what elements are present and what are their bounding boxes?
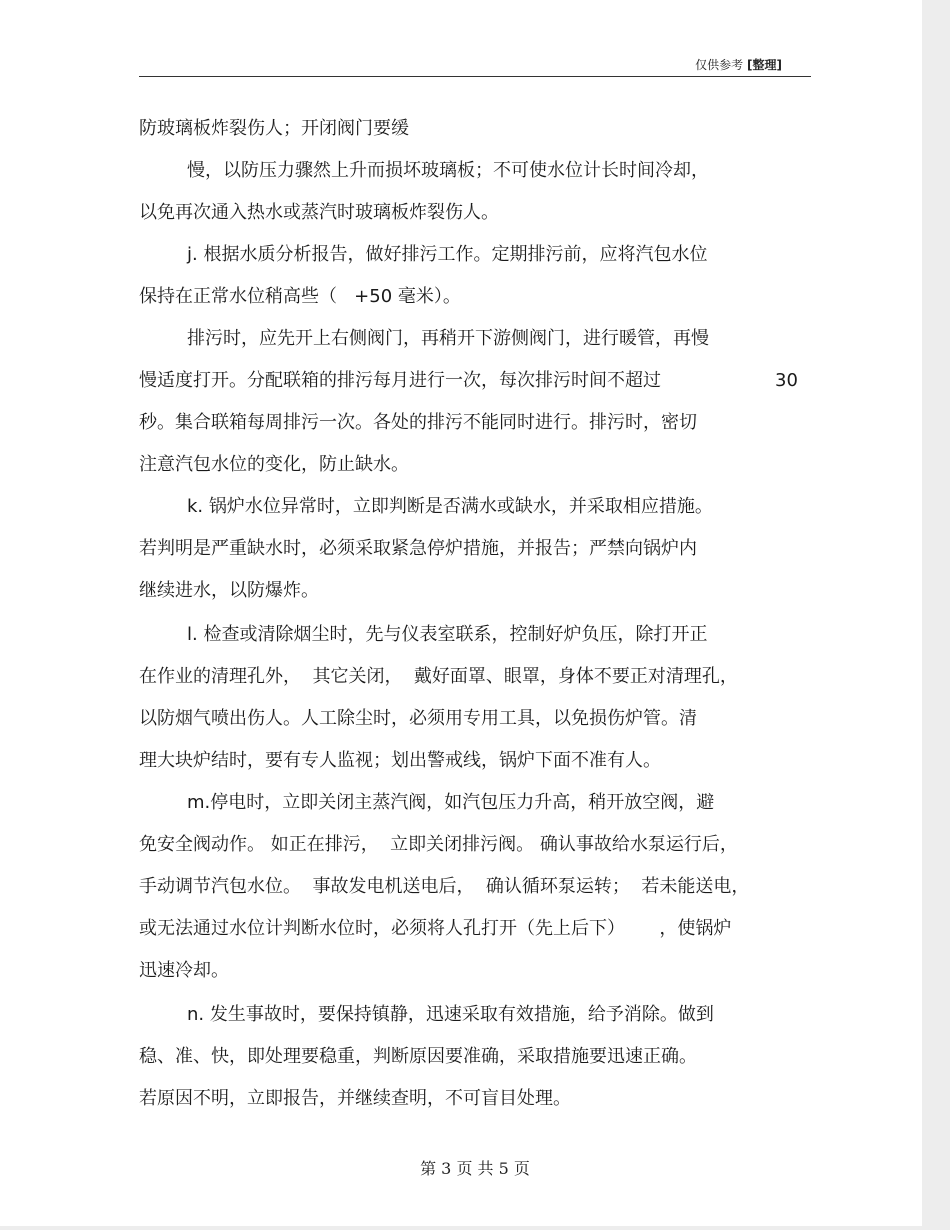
text-line: 保持在正常水位稍高些（ +50 毫米）。 [139,286,461,307]
text-line: 以防烟气喷出伤人。人工除尘时，必须用专用工具，以免损伤炉管。清 [139,708,697,729]
text-line: 秒。集合联箱每周排污一次。各处的排污不能同时进行。排污时，密切 [139,412,697,433]
text-line: 在作业的清理孔外， 其它关闭， 戴好面罩、眼罩，身体不要正对清理孔， [139,666,738,687]
header-tag: [整理] [747,58,782,72]
text-line: 若原因不明，立即报告，并继续查明，不可盲目处理。 [139,1088,571,1109]
text-line: 以免再次通入热水或蒸汽时玻璃板炸裂伤人。 [139,202,499,223]
header-rule [139,76,811,77]
text-line: 防玻璃板炸裂伤人；开闭阀门要缓 [139,118,409,139]
text-line: 迅速冷却。 [139,960,229,981]
text-line: m.停电时，立即关闭主蒸汽阀，如汽包压力升高，稍开放空阀，避 [187,792,715,813]
page-header [695,56,782,73]
text-line: 排污时，应先开上右侧阀门，再稍开下游侧阀门，进行暖管，再慢 [187,328,709,349]
text-line: 慢，以防压力骤然上升而损坏玻璃板；不可使水位计长时间冷却， [187,160,709,181]
text-line: 继续进水，以防爆炸。 [139,580,319,601]
text-line: 理大块炉结时，要有专人监视；划出警戒线，锅炉下面不准有人。 [139,750,661,771]
text-line: k. 锅炉水位异常时，立即判断是否满水或缺水，并采取相应措施。 [187,496,713,517]
text-line: j. 根据水质分析报告，做好排污工作。定期排污前，应将汽包水位 [187,244,708,265]
text-line: 手动调节汽包水位。 事故发电机送电后， 确认循环泵运转； 若未能送电， [139,876,750,897]
text-line: n. 发生事故时，要保持镇静，迅速采取有效措施，给予消除。做到 [187,1004,714,1025]
text-line-number: 30 [775,370,798,391]
text-line: 稳、准、快，即处理要稳重，判断原因要准确，采取措施要迅速正确。 [139,1046,697,1067]
header-label: 仅供参考 [695,58,744,72]
text-line: l. 检查或清除烟尘时，先与仪表室联系，控制好炉负压，除打开正 [187,624,708,645]
text-line: 或无法通过水位计判断水位时，必须将人孔打开（先上后下） ，使锅炉 [139,918,732,939]
text-line: 慢适度打开。分配联箱的排污每月进行一次，每次排污时间不超过 [139,370,661,391]
page-footer: 第 3 页 共 5 页 [420,1159,530,1178]
text-line: 免安全阀动作。 如正在排污， 立即关闭排污阀。 确认事故给水泵运行后， [139,834,738,855]
text-line: 若判明是严重缺水时，必须采取紧急停炉措施，并报告；严禁向锅炉内 [139,538,697,559]
text-line: 注意汽包水位的变化，防止缺水。 [139,454,409,475]
